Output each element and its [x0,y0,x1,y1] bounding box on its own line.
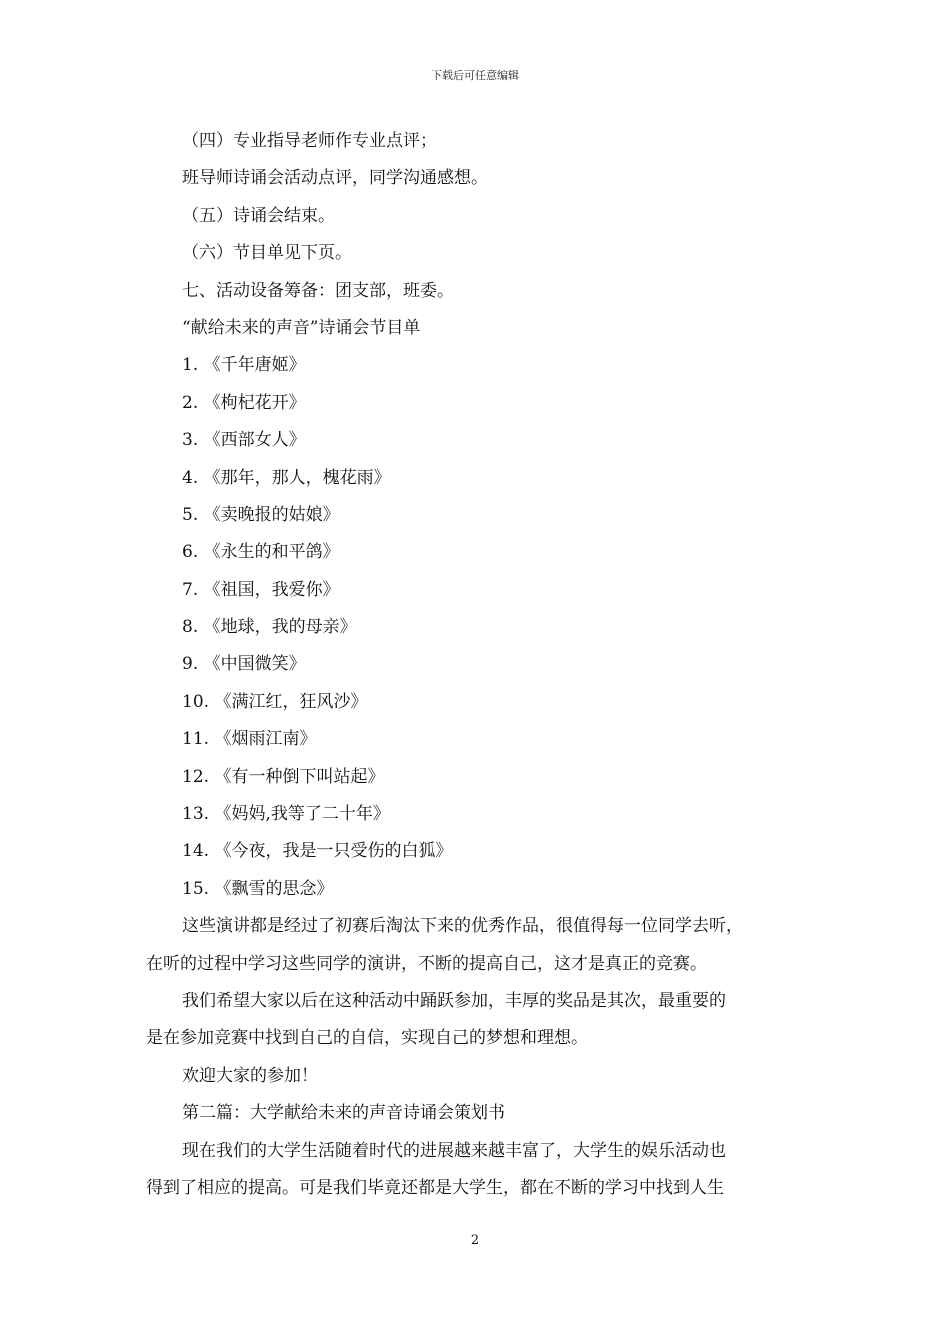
paragraph-intro [146,1133,830,1208]
program-item: 3. 《西部女人》 [182,430,306,451]
program-item: 12. 《有一种倒下叫站起》 [182,766,385,787]
program-title: “献给未来的声音”诗诵会节目单 [182,317,421,338]
page-content [146,123,830,1207]
program-item: 11. 《烟雨江南》 [182,729,317,750]
text-line: （五）诗诵会结束。 [182,205,335,226]
paragraph-line: 我们希望大家以后在这种活动中踊跃参加，丰厚的奖品是其次，最重要的 [182,991,726,1012]
text-line: 七、活动设备筹备：团支部，班委。 [182,280,454,301]
program-item: 2. 《枸杞花开》 [182,392,306,413]
paragraph-encouragement [146,983,830,1058]
paragraph-line: 这些演讲都是经过了初赛后淘汰下来的优秀作品，很值得每一位同学去听， [182,916,743,937]
paragraph-line: 是在参加竞赛中找到自己的自信，实现自己的梦想和理想。 [146,1028,588,1049]
text-line: 班导师诗诵会活动点评，同学沟通感想。 [182,168,488,189]
program-item: 15. 《飘雪的思念》 [182,878,334,899]
paragraph-line: 得到了相应的提高。可是我们毕竟还都是大学生，都在不断的学习中找到人生 [146,1178,724,1199]
paragraph-line: 在听的过程中学习这些同学的演讲，不断的提高自己，这才是真正的竞赛。 [146,953,707,974]
page-number: 2 [470,1233,480,1248]
paragraph-recommendation [146,908,830,983]
text-line: （六）节目单见下页。 [182,243,352,264]
program-item: 13. 《妈妈,我等了二十年》 [182,804,390,825]
program-item: 1. 《千年唐姬》 [182,355,306,376]
program-item: 5. 《卖晚报的姑娘》 [182,504,340,525]
program-item: 6. 《永生的和平鸽》 [182,542,340,563]
program-item: 7. 《祖国，我爱你》 [182,579,340,600]
program-item: 14. 《今夜，我是一只受伤的白狐》 [182,841,453,862]
program-item: 4. 《那年，那人，槐花雨》 [182,467,391,488]
section-title: 第二篇：大学献给未来的声音诗诵会策划书 [182,1103,505,1124]
program-item: 8. 《地球，我的母亲》 [182,617,357,638]
page-header: 下载后可任意编辑 [431,69,519,82]
welcome-line: 欢迎大家的参加！ [182,1065,318,1086]
program-item: 9. 《中国微笑》 [182,654,306,675]
text-line: （四）专业指导老师作专业点评； [182,131,437,151]
program-item: 10. 《满江红，狂风沙》 [182,691,368,712]
paragraph-line: 现在我们的大学生活随着时代的进展越来越丰富了，大学生的娱乐活动也 [182,1140,726,1161]
